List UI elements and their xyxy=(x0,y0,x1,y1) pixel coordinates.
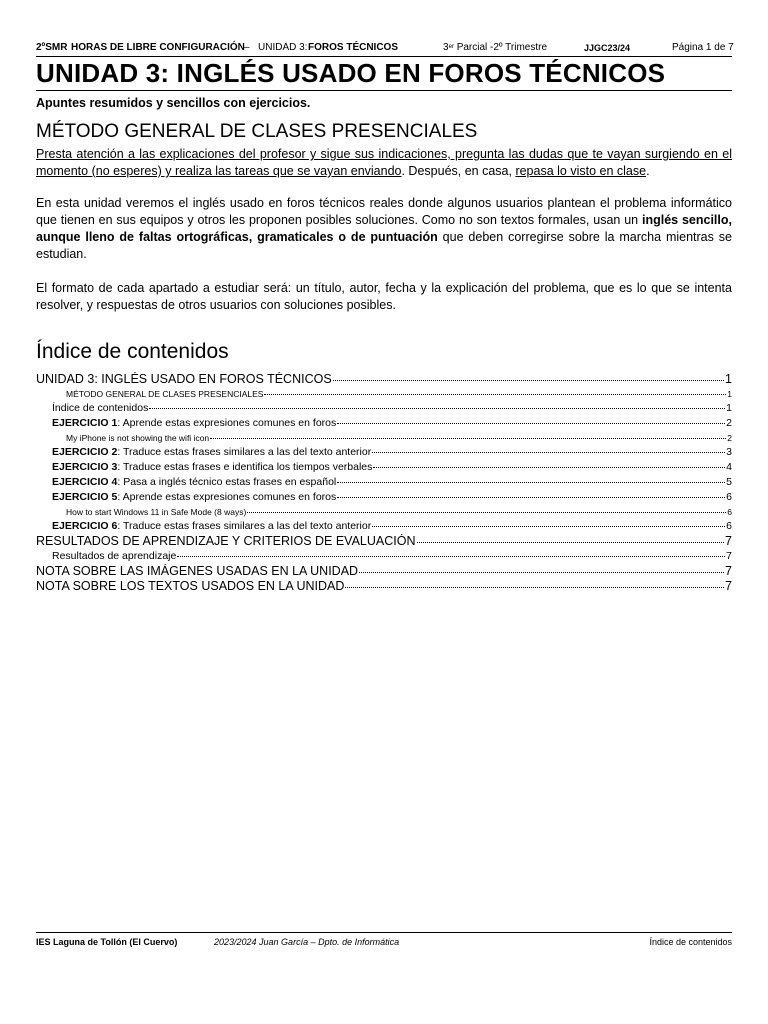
header-unit-name: FOROS TÉCNICOS xyxy=(308,42,399,53)
toc-entry-title xyxy=(66,387,263,401)
header-term-num: 3 xyxy=(443,42,449,53)
toc-entry[interactable] xyxy=(36,549,732,564)
index-title: Índice de contenidos xyxy=(36,340,229,363)
toc-dot-leader xyxy=(359,572,724,573)
toc-page-number: 2 xyxy=(726,417,732,429)
footer-school: IES Laguna de Tollón (El Cuervo) xyxy=(36,937,178,947)
toc-entry-exercise-label: EJERCICIO 3 xyxy=(52,461,118,473)
toc-entry-title xyxy=(36,564,358,579)
toc-dot-leader xyxy=(333,380,724,381)
toc-entry[interactable] xyxy=(36,401,732,416)
page-footer xyxy=(36,932,732,949)
toc-entry[interactable] xyxy=(36,534,732,549)
toc-entry[interactable] xyxy=(36,460,732,475)
header-separator: – xyxy=(244,42,250,53)
toc-dot-leader xyxy=(372,452,725,453)
toc-page-number: 2 xyxy=(727,433,732,443)
toc-dot-leader xyxy=(337,497,725,498)
header-subject: HORAS DE LIBRE CONFIGURACIÓN xyxy=(71,42,245,53)
toc-entry-exercise-label: EJERCICIO 6 xyxy=(52,520,118,532)
toc-entry-text: Índice de contenidos xyxy=(52,402,149,414)
toc-page-number: 1 xyxy=(725,372,732,386)
unit-description-end: que deben corregirse sobre la marcha mientras se estudian. xyxy=(36,230,732,261)
toc-entry-exercise-label: EJERCICIO 5 xyxy=(52,491,118,503)
toc-entry-title xyxy=(66,505,246,519)
toc-page-number: 6 xyxy=(727,507,732,517)
toc-entry-title xyxy=(66,431,209,445)
header-unit-prefix: UNIDAD 3: xyxy=(258,42,308,53)
header-code: JJGC23/24 xyxy=(584,43,631,53)
toc-page-number: 1 xyxy=(727,389,732,399)
table-of-contents xyxy=(36,372,732,594)
toc-dot-leader xyxy=(210,438,726,439)
toc-dot-leader xyxy=(345,587,724,588)
toc-page-number: 3 xyxy=(726,446,732,458)
toc-entry[interactable] xyxy=(36,416,732,431)
toc-entry-title xyxy=(52,519,371,534)
toc-page-number: 4 xyxy=(726,461,732,473)
toc-entry-text: : Aprende estas expresiones comunes en foros xyxy=(117,417,337,429)
toc-entry-title xyxy=(36,372,332,387)
toc-dot-leader xyxy=(149,408,725,409)
toc-entry[interactable] xyxy=(36,564,732,579)
toc-entry-title xyxy=(52,416,336,431)
toc-entry-text: RESULTADOS DE APRENDIZAJE Y CRITERIOS DE EVALUACIÓN xyxy=(36,534,416,548)
toc-entry-title xyxy=(36,579,344,594)
toc-entry-exercise-label: EJERCICIO 1 xyxy=(52,417,118,429)
page-header xyxy=(36,40,732,57)
instructions-middle: . Después, en casa, xyxy=(401,164,516,178)
section-heading: MÉTODO GENERAL DE CLASES PRESENCIALES xyxy=(36,121,478,142)
toc-entry-exercise-label: EJERCICIO 4 xyxy=(52,476,118,488)
toc-entry-title xyxy=(52,475,336,490)
toc-entry-text: Resultados de aprendizaje xyxy=(52,550,177,562)
toc-dot-leader xyxy=(372,526,725,527)
document-subtitle: Apuntes resumidos y sencillos con ejercicios. xyxy=(36,96,311,110)
toc-dot-leader xyxy=(373,467,725,468)
toc-dot-leader xyxy=(264,394,726,395)
toc-entry-text: : Traduce estas frases e identifica los tiempos verbales xyxy=(117,461,373,473)
toc-dot-leader xyxy=(247,512,726,513)
toc-entry[interactable] xyxy=(36,519,732,534)
review-text: repasa lo visto en clase xyxy=(515,164,647,178)
toc-entry-text: NOTA SOBRE LAS IMÁGENES USADAS EN LA UNIDAD xyxy=(36,564,359,578)
header-page-number: Página 1 de 7 xyxy=(672,42,734,53)
toc-page-number: 5 xyxy=(726,476,732,488)
toc-dot-leader xyxy=(417,542,725,543)
toc-entry[interactable] xyxy=(36,505,732,519)
header-term xyxy=(443,41,547,55)
footer-author: 2023/2024 Juan García – Dpto. de Informática xyxy=(214,937,400,947)
toc-entry-text: UNIDAD 3: INGLÉS USADO EN FOROS TÉCNICOS xyxy=(36,372,332,386)
unit-description-start: En esta unidad veremos el inglés usado en foros técnicos reales donde algunos usuarios plantean el problema informático que tienen en sus equipos y otros les proponen posibles soluciones. Como no son textos formales, usan un xyxy=(36,196,732,227)
toc-page-number: 6 xyxy=(726,520,732,532)
toc-entry[interactable] xyxy=(36,475,732,490)
footer-section: Índice de contenidos xyxy=(649,937,732,947)
format-paragraph: El formato de cada apartado a estudiar será: un título, autor, fecha y la explicación del problema, que es lo que se intenta resolver, y respuestas de otros usuarios con soluciones posibles. xyxy=(36,281,732,312)
instructions-end: . xyxy=(646,164,650,178)
toc-entry[interactable] xyxy=(36,445,732,460)
toc-page-number: 6 xyxy=(726,491,732,503)
toc-entry-title xyxy=(36,534,416,549)
toc-entry[interactable] xyxy=(36,387,732,401)
toc-page-number: 7 xyxy=(725,534,732,548)
unit-description-paragraph xyxy=(36,195,732,263)
header-course: 2ºSMR xyxy=(36,42,68,53)
toc-entry-title xyxy=(52,490,336,505)
toc-entry[interactable] xyxy=(36,490,732,505)
toc-dot-leader xyxy=(337,482,725,483)
toc-entry-text: MÉTODO GENERAL DE CLASES PRESENCIALES xyxy=(66,389,264,399)
toc-page-number: 7 xyxy=(725,564,732,578)
unit-description-bold: inglés sencillo, aunque lleno de faltas ortográficas, gramaticales o de puntuación xyxy=(36,213,732,244)
toc-page-number: 1 xyxy=(726,402,732,414)
toc-entry-text: : Pasa a inglés técnico estas frases en español xyxy=(117,476,337,488)
toc-page-number: 7 xyxy=(725,579,732,593)
toc-dot-leader xyxy=(337,423,725,424)
document-title: UNIDAD 3: INGLÉS USADO EN FOROS TÉCNICOS xyxy=(36,58,732,91)
toc-entry[interactable] xyxy=(36,579,732,594)
toc-entry-text: My iPhone is not showing the wifi icon xyxy=(66,433,210,443)
toc-entry-text: How to start Windows 11 in Safe Mode (8 ways) xyxy=(66,507,247,517)
toc-entry-title xyxy=(52,401,148,416)
toc-entry-text: : Aprende estas expresiones comunes en foros xyxy=(117,491,337,503)
toc-dot-leader xyxy=(177,556,725,557)
intro-paragraph xyxy=(36,146,732,180)
toc-entry-text: : Traduce estas frases similares a las del texto anterior xyxy=(117,520,372,532)
instructions-text: Presta atención a las explicaciones del profesor y sigue sus indicaciones, pregunta las dudas que te vayan surgiendo en el momento (no esperes) y realiza las tareas que se vayan enviando xyxy=(36,147,732,178)
toc-entry-title xyxy=(52,445,371,460)
toc-entry[interactable] xyxy=(36,431,732,445)
toc-entry-title xyxy=(52,549,176,564)
toc-entry-text: : Traduce estas frases similares a las del texto anterior xyxy=(117,446,372,458)
toc-page-number: 7 xyxy=(726,550,732,562)
toc-entry-title xyxy=(52,460,372,475)
toc-entry[interactable] xyxy=(36,372,732,387)
header-term-sup: er xyxy=(448,44,454,50)
header-term-rest: Parcial -2º Trimestre xyxy=(456,42,548,53)
toc-entry-exercise-label: EJERCICIO 2 xyxy=(52,446,118,458)
toc-entry-text: NOTA SOBRE LOS TEXTOS USADOS EN LA UNIDAD xyxy=(36,579,345,593)
